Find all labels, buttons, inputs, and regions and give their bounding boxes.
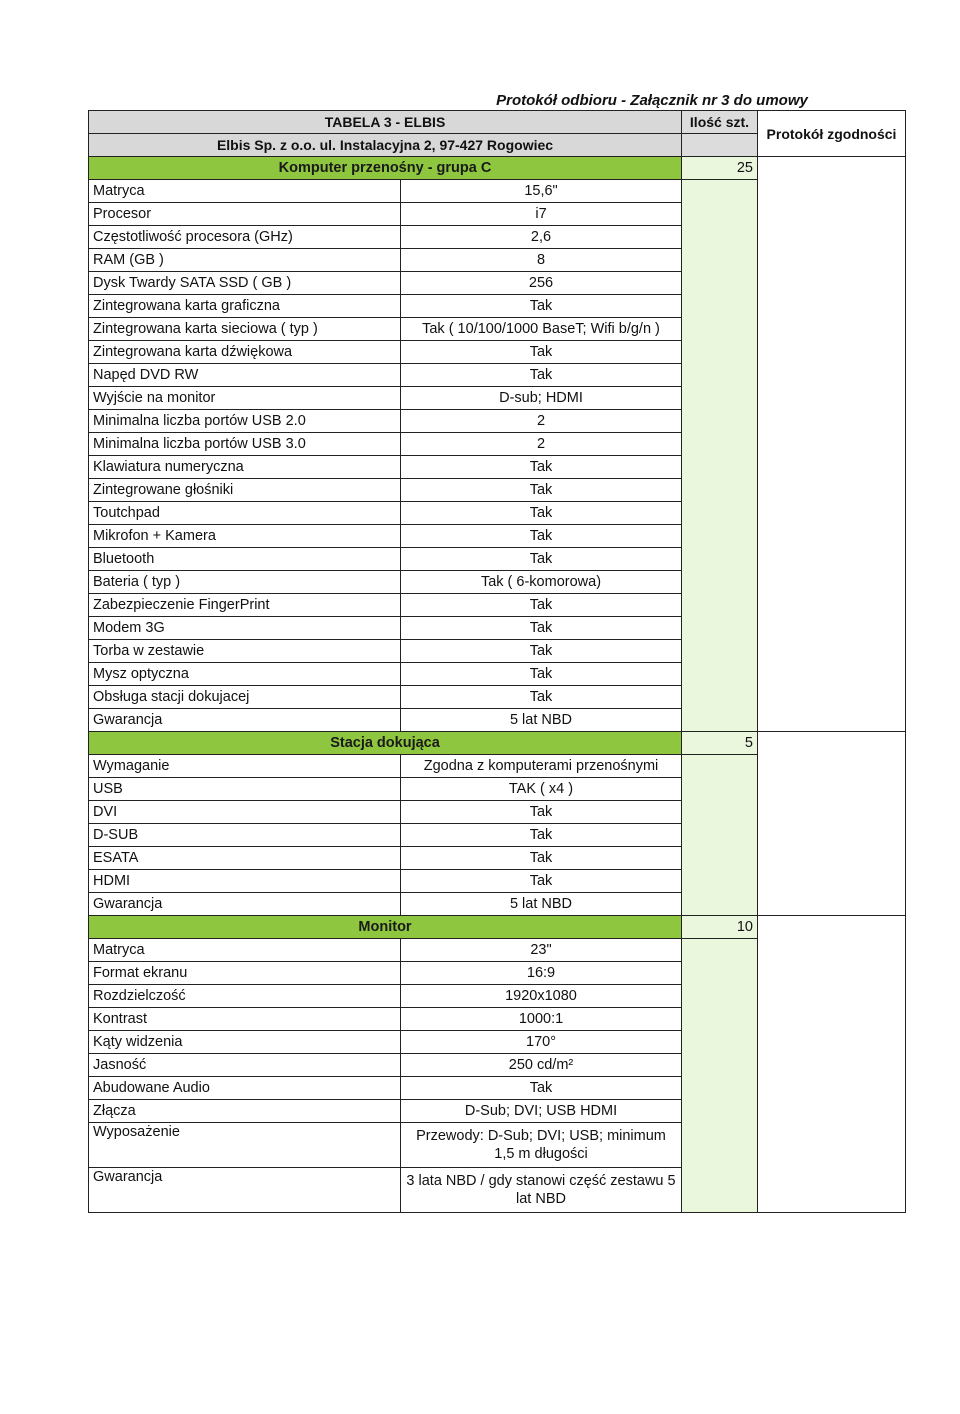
row-label: Klawiatura numeryczna — [89, 456, 401, 479]
row-label: Gwarancja — [89, 893, 401, 916]
row-value: 2 — [401, 410, 682, 433]
row-label: ESATA — [89, 847, 401, 870]
group-qty-docking-station: 5 — [682, 732, 758, 755]
row-value: Tak — [401, 364, 682, 387]
conformity-header: Protokół zgodności — [758, 111, 906, 157]
row-value: Tak — [401, 640, 682, 663]
spec-table — [88, 110, 906, 1213]
row-label: Wyposażenie — [89, 1123, 401, 1168]
row-label: Mikrofon + Kamera — [89, 525, 401, 548]
row-value: 16:9 — [401, 962, 682, 985]
group-header-laptop: Komputer przenośny - grupa C — [89, 157, 682, 180]
row-label: Matryca — [89, 939, 401, 962]
conformity-cell-monitor — [758, 916, 906, 1213]
row-value: Tak — [401, 870, 682, 893]
row-value: 170° — [401, 1031, 682, 1054]
conformity-cell-docking-station — [758, 732, 906, 916]
row-value: 5 lat NBD — [401, 709, 682, 732]
row-value: Tak — [401, 801, 682, 824]
row-value: Tak — [401, 456, 682, 479]
row-label: Zintegrowana karta dźwiękowa — [89, 341, 401, 364]
row-label: Bateria ( typ ) — [89, 571, 401, 594]
row-value: 1000:1 — [401, 1008, 682, 1031]
row-label: Modem 3G — [89, 617, 401, 640]
conformity-cell-laptop — [758, 157, 906, 732]
row-value: 2,6 — [401, 226, 682, 249]
row-value: 5 lat NBD — [401, 893, 682, 916]
row-label: Minimalna liczba portów USB 2.0 — [89, 410, 401, 433]
row-value: 3 lata NBD / gdy stanowi część zestawu 5 lat NBD — [401, 1168, 682, 1213]
row-label: Zintegrowana karta graficzna — [89, 295, 401, 318]
row-label: Wyjście na monitor — [89, 387, 401, 410]
qty-header-spacer — [682, 134, 758, 157]
qty-column-laptop — [682, 180, 758, 732]
row-label: HDMI — [89, 870, 401, 893]
row-value: 256 — [401, 272, 682, 295]
row-label: Mysz optyczna — [89, 663, 401, 686]
row-label: USB — [89, 778, 401, 801]
group-qty-laptop: 25 — [682, 157, 758, 180]
row-label: Bluetooth — [89, 548, 401, 571]
row-value: TAK ( x4 ) — [401, 778, 682, 801]
row-label: Częstotliwość procesora (GHz) — [89, 226, 401, 249]
row-label: Minimalna liczba portów USB 3.0 — [89, 433, 401, 456]
row-label: D-SUB — [89, 824, 401, 847]
row-label: Kontrast — [89, 1008, 401, 1031]
row-label: Wymaganie — [89, 755, 401, 778]
row-value: Tak — [401, 525, 682, 548]
table-title: TABELA 3 - ELBIS — [89, 111, 682, 134]
row-value: Przewody: D-Sub; DVI; USB; minimum 1,5 m długości — [401, 1123, 682, 1168]
row-value: Tak ( 6-komorowa) — [401, 571, 682, 594]
row-value: Tak — [401, 1077, 682, 1100]
row-value: Tak — [401, 594, 682, 617]
group-header-docking-station: Stacja dokująca — [89, 732, 682, 755]
row-value: Tak — [401, 479, 682, 502]
row-value: Tak — [401, 548, 682, 571]
row-value: 23" — [401, 939, 682, 962]
row-value: 8 — [401, 249, 682, 272]
row-value: Tak ( 10/100/1000 BaseT; Wifi b/g/n ) — [401, 318, 682, 341]
row-value: 250 cd/m² — [401, 1054, 682, 1077]
row-label: Torba w zestawie — [89, 640, 401, 663]
row-label: Złącza — [89, 1100, 401, 1123]
row-label: Rozdzielczość — [89, 985, 401, 1008]
row-value: 15,6" — [401, 180, 682, 203]
row-label: Gwarancja — [89, 1168, 401, 1213]
row-value: i7 — [401, 203, 682, 226]
row-value: Tak — [401, 847, 682, 870]
qty-column-docking-station — [682, 755, 758, 916]
company-address: Elbis Sp. z o.o. ul. Instalacyjna 2, 97-427 Rogowiec — [89, 134, 682, 157]
row-label: DVI — [89, 801, 401, 824]
row-label: Zabezpieczenie FingerPrint — [89, 594, 401, 617]
row-value: Tak — [401, 502, 682, 525]
document-title: Protokół odbioru - Załącznik nr 3 do umowy — [496, 92, 808, 109]
row-value: Tak — [401, 686, 682, 709]
row-value: D-Sub; DVI; USB HDMI — [401, 1100, 682, 1123]
qty-column-monitor — [682, 939, 758, 1213]
row-label: Obsługa stacji dokujacej — [89, 686, 401, 709]
row-label: Napęd DVD RW — [89, 364, 401, 387]
row-label: Gwarancja — [89, 709, 401, 732]
row-value: Tak — [401, 824, 682, 847]
row-value: 1920x1080 — [401, 985, 682, 1008]
row-value: D-sub; HDMI — [401, 387, 682, 410]
row-value: Zgodna z komputerami przenośnymi — [401, 755, 682, 778]
row-value: Tak — [401, 295, 682, 318]
row-label: Abudowane Audio — [89, 1077, 401, 1100]
row-label: Matryca — [89, 180, 401, 203]
row-label: Zintegrowana karta sieciowa ( typ ) — [89, 318, 401, 341]
qty-header: Ilość szt. — [682, 111, 758, 134]
row-label: Dysk Twardy SATA SSD ( GB ) — [89, 272, 401, 295]
row-label: Toutchpad — [89, 502, 401, 525]
row-label: Kąty widzenia — [89, 1031, 401, 1054]
row-value: 2 — [401, 433, 682, 456]
row-value: Tak — [401, 617, 682, 640]
row-label: Jasność — [89, 1054, 401, 1077]
row-label: RAM (GB ) — [89, 249, 401, 272]
row-label: Format ekranu — [89, 962, 401, 985]
row-label: Zintegrowane głośniki — [89, 479, 401, 502]
group-qty-monitor: 10 — [682, 916, 758, 939]
row-label: Procesor — [89, 203, 401, 226]
group-header-monitor: Monitor — [89, 916, 682, 939]
row-value: Tak — [401, 663, 682, 686]
row-value: Tak — [401, 341, 682, 364]
